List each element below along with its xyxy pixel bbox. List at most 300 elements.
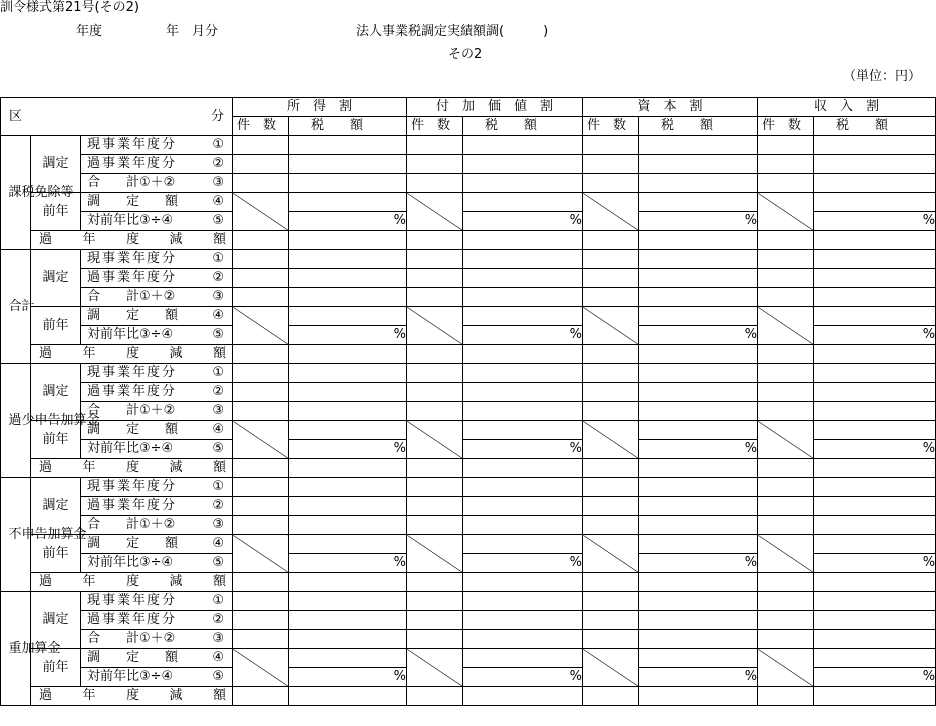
count-cell[interactable]: [233, 459, 289, 478]
count-cell[interactable]: [583, 174, 639, 193]
count-cell-disabled: [758, 307, 814, 345]
percent-sign: %: [569, 555, 583, 570]
ratio-cell[interactable]: [639, 212, 758, 231]
amount-cell[interactable]: [289, 307, 407, 326]
reduction-label-char: 過: [39, 460, 53, 475]
count-cell-disabled: [583, 649, 639, 687]
count-cell-disabled: [407, 307, 463, 345]
row-label: [81, 193, 233, 212]
ratio-cell[interactable]: [639, 440, 758, 459]
count-cell[interactable]: [407, 497, 463, 516]
amount-cell[interactable]: [463, 497, 583, 516]
reduction-label-char: 減: [169, 574, 183, 589]
amount-cell[interactable]: [814, 478, 936, 497]
row-number: ④: [212, 536, 224, 551]
count-cell[interactable]: [407, 345, 463, 364]
count-cell[interactable]: [758, 250, 814, 269]
ratio-cell[interactable]: [289, 212, 407, 231]
table-row: [1, 497, 936, 516]
amount-cell[interactable]: [289, 345, 407, 364]
row-label: [81, 554, 233, 573]
amount-cell[interactable]: [639, 193, 758, 212]
count-cell[interactable]: [758, 611, 814, 630]
row-number: ⑤: [212, 213, 224, 228]
amount-cell[interactable]: [814, 174, 936, 193]
count-cell[interactable]: [233, 345, 289, 364]
count-cell[interactable]: [758, 155, 814, 174]
row-label-text: 現事業年度分: [87, 137, 178, 152]
percent-sign: %: [744, 555, 758, 570]
count-cell[interactable]: [407, 516, 463, 535]
reduction-label-char: 度: [125, 232, 139, 247]
count-cell[interactable]: [758, 687, 814, 706]
reduction-label-char: 過: [39, 574, 53, 589]
count-cell[interactable]: [233, 687, 289, 706]
amount-cell[interactable]: [463, 383, 583, 402]
row-label-text: 過事業年度分: [87, 612, 178, 627]
ratio-cell[interactable]: [814, 554, 936, 573]
count-cell[interactable]: [233, 478, 289, 497]
amount-cell[interactable]: [639, 364, 758, 383]
amount-cell[interactable]: [289, 649, 407, 668]
table-row: [1, 345, 936, 364]
amount-cell[interactable]: [289, 288, 407, 307]
row-number: ③: [212, 175, 224, 190]
amount-cell[interactable]: [289, 573, 407, 592]
table-row: [1, 136, 936, 155]
count-cell[interactable]: [583, 516, 639, 535]
ratio-cell[interactable]: [463, 212, 583, 231]
amount-cell[interactable]: [463, 155, 583, 174]
count-cell[interactable]: [758, 459, 814, 478]
amount-cell[interactable]: [639, 250, 758, 269]
ratio-cell[interactable]: [463, 326, 583, 345]
ratio-cell[interactable]: [463, 554, 583, 573]
amount-cell[interactable]: [639, 478, 758, 497]
table-row: [1, 193, 936, 212]
amount-cell[interactable]: [639, 136, 758, 155]
amount-cell[interactable]: [463, 687, 583, 706]
count-cell[interactable]: [233, 497, 289, 516]
percent-sign: %: [744, 327, 758, 342]
row-label: [81, 250, 233, 269]
reduction-label-char: 額: [212, 346, 226, 361]
amount-cell[interactable]: [463, 649, 583, 668]
row-label: [81, 440, 233, 459]
amount-cell[interactable]: [463, 269, 583, 288]
count-cell[interactable]: [758, 174, 814, 193]
row-label-text: 過事業年度分: [87, 384, 178, 399]
amount-cell[interactable]: [639, 497, 758, 516]
ratio-cell[interactable]: [289, 554, 407, 573]
amount-cell[interactable]: [814, 307, 936, 326]
amount-cell[interactable]: [814, 459, 936, 478]
amount-cell[interactable]: [814, 535, 936, 554]
amount-cell[interactable]: [463, 231, 583, 250]
count-cell[interactable]: [233, 611, 289, 630]
count-cell[interactable]: [407, 687, 463, 706]
count-cell[interactable]: [583, 687, 639, 706]
amount-cell[interactable]: [639, 345, 758, 364]
amount-cell[interactable]: [814, 630, 936, 649]
count-cell[interactable]: [407, 611, 463, 630]
group-label-adjusted: 調定: [31, 364, 81, 421]
count-cell[interactable]: [583, 269, 639, 288]
amount-cell[interactable]: [463, 364, 583, 383]
count-cell[interactable]: [407, 459, 463, 478]
row-label: [81, 212, 233, 231]
ratio-cell[interactable]: [814, 440, 936, 459]
row-label-text: 調 定 額: [87, 194, 179, 209]
count-cell[interactable]: [233, 383, 289, 402]
amount-cell[interactable]: [289, 421, 407, 440]
amount-cell[interactable]: [289, 497, 407, 516]
amount-cell[interactable]: [289, 535, 407, 554]
ratio-cell[interactable]: [463, 668, 583, 687]
amount-cell[interactable]: [289, 592, 407, 611]
amount-cell[interactable]: [289, 630, 407, 649]
count-cell[interactable]: [583, 288, 639, 307]
amount-cell[interactable]: [814, 421, 936, 440]
amount-cell[interactable]: [814, 193, 936, 212]
count-cell[interactable]: [758, 402, 814, 421]
ratio-cell[interactable]: [289, 440, 407, 459]
count-cell[interactable]: [758, 269, 814, 288]
amount-cell[interactable]: [463, 592, 583, 611]
count-cell[interactable]: [758, 516, 814, 535]
amount-cell[interactable]: [463, 193, 583, 212]
count-cell[interactable]: [758, 497, 814, 516]
ratio-cell[interactable]: [289, 326, 407, 345]
row-number: ①: [212, 479, 224, 494]
count-cell[interactable]: [583, 573, 639, 592]
count-cell[interactable]: [583, 402, 639, 421]
ratio-cell[interactable]: [814, 668, 936, 687]
count-cell[interactable]: [233, 592, 289, 611]
row-number: ①: [212, 365, 224, 380]
percent-sign: %: [569, 441, 583, 456]
amount-cell[interactable]: [289, 402, 407, 421]
amount-cell[interactable]: [639, 687, 758, 706]
row-label: [81, 592, 233, 611]
amount-cell[interactable]: [639, 155, 758, 174]
row-label: [81, 364, 233, 383]
row-number: ②: [212, 498, 224, 513]
amount-cell[interactable]: [289, 174, 407, 193]
count-cell-disabled: [758, 421, 814, 459]
tax-group-header: 資 本 割: [583, 98, 758, 117]
amount-cell[interactable]: [289, 269, 407, 288]
amount-cell[interactable]: [814, 231, 936, 250]
amount-cell[interactable]: [814, 269, 936, 288]
category-header-right: 分: [210, 108, 224, 124]
row-number: ⑤: [212, 327, 224, 342]
amount-cell[interactable]: [463, 459, 583, 478]
amount-cell[interactable]: [639, 516, 758, 535]
count-cell[interactable]: [233, 136, 289, 155]
amount-cell[interactable]: [463, 478, 583, 497]
ratio-cell[interactable]: [814, 212, 936, 231]
amount-cell[interactable]: [639, 402, 758, 421]
table-row: [1, 459, 936, 478]
count-cell[interactable]: [758, 592, 814, 611]
reduction-label-char: 額: [212, 688, 226, 703]
amount-cell[interactable]: [639, 307, 758, 326]
amount-cell[interactable]: [463, 611, 583, 630]
ratio-cell[interactable]: [814, 326, 936, 345]
table-row: [1, 478, 936, 497]
amount-cell[interactable]: [814, 155, 936, 174]
row-label-text: 合 計①＋②: [87, 631, 176, 646]
category-header-left: 区: [9, 108, 23, 124]
ratio-cell[interactable]: [639, 554, 758, 573]
count-cell-disabled: [233, 649, 289, 687]
count-cell[interactable]: [407, 288, 463, 307]
count-cell[interactable]: [233, 288, 289, 307]
count-cell[interactable]: [758, 231, 814, 250]
count-cell[interactable]: [758, 136, 814, 155]
count-cell[interactable]: [583, 231, 639, 250]
amount-cell[interactable]: [639, 269, 758, 288]
table-row: [1, 649, 936, 668]
count-cell[interactable]: [583, 345, 639, 364]
row-number: ③: [212, 289, 224, 304]
amount-cell[interactable]: [814, 402, 936, 421]
reduction-label-char: 額: [212, 574, 226, 589]
count-cell[interactable]: [583, 592, 639, 611]
count-cell[interactable]: [758, 288, 814, 307]
amount-cell[interactable]: [639, 421, 758, 440]
amount-cell[interactable]: [814, 345, 936, 364]
amount-cell[interactable]: [289, 611, 407, 630]
count-cell[interactable]: [758, 630, 814, 649]
amount-cell[interactable]: [814, 592, 936, 611]
count-cell[interactable]: [583, 497, 639, 516]
reduction-label-char: 減: [169, 346, 183, 361]
table-row: [1, 573, 936, 592]
count-cell[interactable]: [407, 478, 463, 497]
amount-cell[interactable]: [289, 155, 407, 174]
amount-cell[interactable]: [814, 497, 936, 516]
row-number: ②: [212, 384, 224, 399]
count-cell[interactable]: [758, 478, 814, 497]
row-label-text: 対前年比③÷④: [87, 213, 174, 228]
amount-cell[interactable]: [463, 535, 583, 554]
document-subtitle: その2: [448, 47, 483, 62]
amount-cell[interactable]: [463, 421, 583, 440]
amount-cell[interactable]: [289, 231, 407, 250]
amount-cell[interactable]: [289, 193, 407, 212]
ratio-cell[interactable]: [289, 668, 407, 687]
amount-cell[interactable]: [814, 611, 936, 630]
amount-cell[interactable]: [289, 250, 407, 269]
amount-cell[interactable]: [639, 174, 758, 193]
amount-cell[interactable]: [463, 136, 583, 155]
count-cell[interactable]: [583, 250, 639, 269]
count-cell-disabled: [407, 421, 463, 459]
row-label-text: 対前年比③÷④: [87, 669, 174, 684]
amount-cell[interactable]: [289, 136, 407, 155]
percent-sign: %: [393, 669, 407, 684]
amount-cell[interactable]: [639, 592, 758, 611]
amount-cell[interactable]: [463, 573, 583, 592]
amount-cell[interactable]: [289, 687, 407, 706]
amount-cell[interactable]: [814, 516, 936, 535]
count-cell[interactable]: [407, 136, 463, 155]
amount-cell[interactable]: [289, 364, 407, 383]
percent-sign: %: [569, 327, 583, 342]
count-cell[interactable]: [583, 478, 639, 497]
count-cell[interactable]: [233, 573, 289, 592]
count-cell-disabled: [583, 193, 639, 231]
count-cell[interactable]: [233, 155, 289, 174]
amount-cell[interactable]: [814, 250, 936, 269]
count-cell[interactable]: [407, 250, 463, 269]
count-column-header: 件 数: [758, 117, 814, 136]
row-number: ①: [212, 137, 224, 152]
amount-cell[interactable]: [639, 383, 758, 402]
row-label: [81, 136, 233, 155]
amount-cell[interactable]: [639, 611, 758, 630]
count-cell[interactable]: [758, 573, 814, 592]
row-label-text: 現事業年度分: [87, 593, 178, 608]
row-label: [81, 478, 233, 497]
row-label-text: 対前年比③÷④: [87, 555, 174, 570]
table-row: [1, 592, 936, 611]
amount-cell[interactable]: [814, 383, 936, 402]
amount-cell[interactable]: [639, 231, 758, 250]
group-label-adjusted: 調定: [31, 478, 81, 535]
reduction-row-label: [31, 345, 233, 364]
percent-sign: %: [922, 669, 936, 684]
group-label-adjusted: 調定: [31, 250, 81, 307]
amount-cell[interactable]: [814, 136, 936, 155]
count-cell[interactable]: [583, 383, 639, 402]
count-cell[interactable]: [758, 364, 814, 383]
percent-sign: %: [744, 441, 758, 456]
amount-cell[interactable]: [463, 516, 583, 535]
amount-cell[interactable]: [463, 402, 583, 421]
count-cell-disabled: [233, 193, 289, 231]
table-row: [1, 611, 936, 630]
count-cell-disabled: [583, 307, 639, 345]
count-cell[interactable]: [407, 573, 463, 592]
count-cell[interactable]: [233, 516, 289, 535]
amount-cell[interactable]: [814, 687, 936, 706]
count-cell[interactable]: [407, 231, 463, 250]
count-cell[interactable]: [233, 402, 289, 421]
amount-cell[interactable]: [289, 516, 407, 535]
row-number: ④: [212, 650, 224, 665]
row-number: ③: [212, 403, 224, 418]
count-cell[interactable]: [583, 155, 639, 174]
count-cell[interactable]: [233, 630, 289, 649]
row-label: [81, 421, 233, 440]
count-cell[interactable]: [233, 364, 289, 383]
count-cell[interactable]: [407, 383, 463, 402]
amount-cell[interactable]: [463, 174, 583, 193]
count-cell[interactable]: [407, 592, 463, 611]
table-row: [1, 687, 936, 706]
reduction-label-char: 度: [125, 574, 139, 589]
amount-column-header: 税 額: [463, 117, 583, 136]
amount-cell[interactable]: [639, 573, 758, 592]
count-cell-disabled: [758, 535, 814, 573]
amount-cell[interactable]: [463, 630, 583, 649]
count-cell-disabled: [758, 649, 814, 687]
amount-cell[interactable]: [289, 459, 407, 478]
amount-cell[interactable]: [814, 364, 936, 383]
count-cell[interactable]: [758, 345, 814, 364]
amount-cell[interactable]: [639, 630, 758, 649]
year-month-label: 年 月分: [166, 24, 219, 39]
count-cell[interactable]: [758, 383, 814, 402]
row-number: ③: [212, 631, 224, 646]
reduction-label-char: 過: [39, 346, 53, 361]
section-label: [1, 250, 35, 364]
row-number: ①: [212, 251, 224, 266]
amount-cell[interactable]: [639, 649, 758, 668]
count-cell[interactable]: [583, 136, 639, 155]
amount-cell[interactable]: [463, 288, 583, 307]
count-cell[interactable]: [407, 364, 463, 383]
table-row: [1, 250, 936, 269]
count-cell[interactable]: [583, 611, 639, 630]
ratio-cell[interactable]: [639, 668, 758, 687]
group-label-previous-year: 前年: [31, 307, 81, 345]
amount-cell[interactable]: [289, 383, 407, 402]
reduction-label-char: 過: [39, 232, 53, 247]
reduction-label-char: 年: [82, 346, 96, 361]
table-row: [1, 535, 936, 554]
amount-cell[interactable]: [463, 307, 583, 326]
amount-cell[interactable]: [639, 288, 758, 307]
amount-cell[interactable]: [289, 478, 407, 497]
amount-cell[interactable]: [463, 250, 583, 269]
amount-cell[interactable]: [814, 649, 936, 668]
count-cell[interactable]: [233, 250, 289, 269]
amount-cell[interactable]: [463, 345, 583, 364]
ratio-cell[interactable]: [639, 326, 758, 345]
count-cell-disabled: [407, 649, 463, 687]
row-label: [81, 174, 233, 193]
count-cell[interactable]: [407, 155, 463, 174]
table-row: [1, 269, 936, 288]
count-cell[interactable]: [583, 364, 639, 383]
count-cell[interactable]: [233, 269, 289, 288]
row-label-text: 現事業年度分: [87, 479, 178, 494]
count-cell[interactable]: [233, 174, 289, 193]
amount-cell[interactable]: [814, 288, 936, 307]
count-cell[interactable]: [583, 459, 639, 478]
count-cell[interactable]: [407, 402, 463, 421]
count-cell-disabled: [758, 193, 814, 231]
amount-column-header: 税 額: [814, 117, 936, 136]
count-cell[interactable]: [407, 630, 463, 649]
count-cell[interactable]: [407, 174, 463, 193]
reduction-label-char: 年: [82, 574, 96, 589]
amount-cell[interactable]: [814, 573, 936, 592]
row-label-text: 対前年比③÷④: [87, 441, 174, 456]
reduction-label-char: 減: [169, 232, 183, 247]
count-cell[interactable]: [407, 269, 463, 288]
count-cell[interactable]: [583, 630, 639, 649]
reduction-label-char: 度: [125, 460, 139, 475]
amount-cell[interactable]: [639, 459, 758, 478]
count-cell[interactable]: [233, 231, 289, 250]
ratio-cell[interactable]: [463, 440, 583, 459]
amount-cell[interactable]: [639, 535, 758, 554]
